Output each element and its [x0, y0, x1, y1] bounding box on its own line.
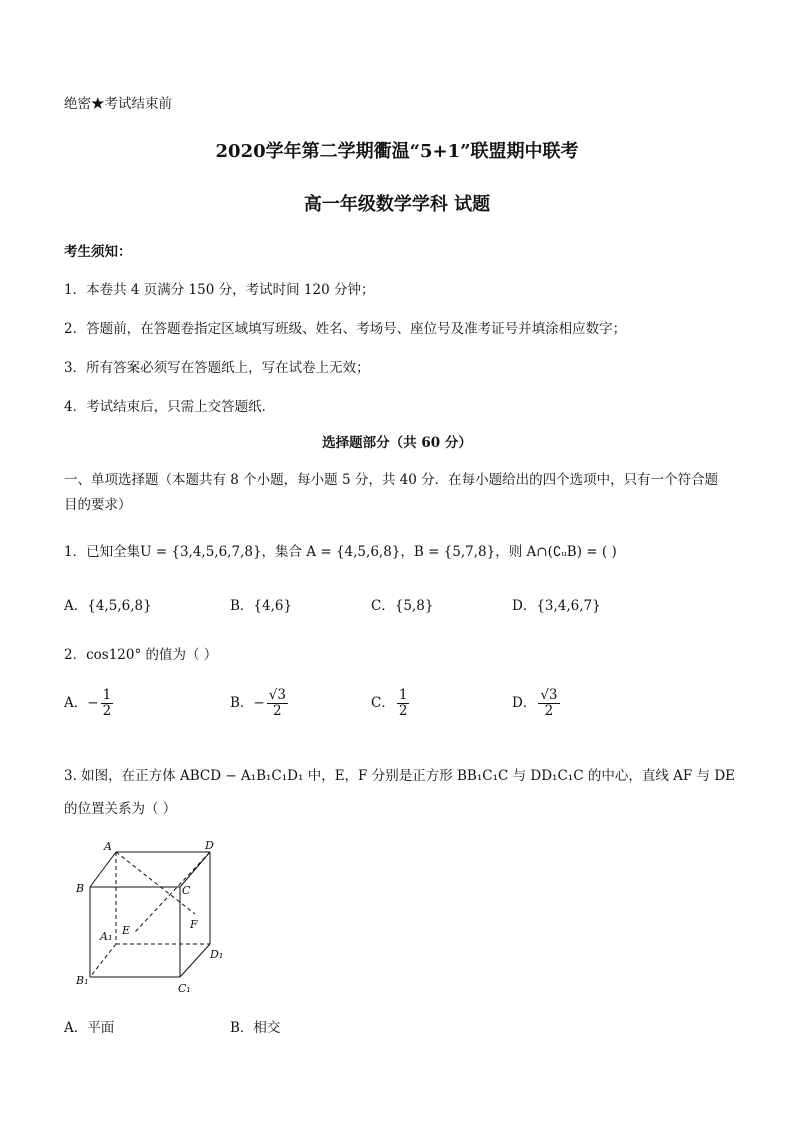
q2-option-a-sign: −: [87, 694, 99, 711]
exam-title: 2020学年第二学期衢温“5+1”联盟期中联考: [215, 141, 579, 162]
section-intro-line2: 目的要求）: [64, 497, 132, 513]
label-A1: A₁: [100, 930, 113, 943]
edge-DC: [180, 852, 210, 887]
q3-stem-line1: 3. 如图，在正方体 ABCD − A₁B₁C₁D₁ 中，E，F 分别是正方形 BB₁C₁C 与 DD₁C₁C 的中心，直线 AF 与 DE: [64, 768, 735, 784]
line-DE: [135, 852, 210, 932]
label-B1: B₁: [76, 974, 89, 987]
q1-option-d: D．{3,4,6,7}: [512, 598, 601, 614]
q3-stem-line2: 的位置关系为（ ）: [64, 801, 177, 817]
q2-option-c-label: C．: [371, 694, 395, 711]
q1-stem: 1．已知全集U = {3,4,5,6,7,8}，集合 A = {4,5,6,8}，B = {5,7,8}，则 A∩(∁ᵤB) = ( ): [64, 544, 617, 560]
q2-stem: 2．cos120° 的值为（ ）: [64, 647, 218, 663]
label-B: B: [76, 882, 85, 895]
exam-subtitle: 高一年级数学学科 试题: [303, 194, 491, 215]
edge-A1B1-hidden: [90, 944, 116, 977]
q2-option-d-denominator: 2: [544, 702, 554, 719]
q2-option-d-numerator: √3: [540, 687, 558, 703]
q2-option-a-fraction: [101, 688, 114, 719]
label-F: F: [190, 918, 198, 931]
edge-C1D1: [180, 944, 210, 977]
q2-option-a-label: A．: [64, 694, 88, 711]
q2-option-d-label: D．: [512, 694, 537, 711]
notice-item-4: 4．考试结束后，只需上交答题纸．: [64, 399, 276, 415]
edge-AB: [90, 852, 116, 887]
q2-option-b: [230, 688, 288, 719]
q2-option-b-sign: −: [253, 694, 265, 711]
notice-heading: 考生须知：: [64, 244, 132, 260]
q2-option-c-denominator: 2: [398, 702, 408, 719]
q1-option-b: B．{4,6}: [230, 598, 293, 614]
q2-option-d-fraction: [538, 688, 559, 719]
q2-option-c: [371, 688, 409, 719]
q2-option-a-numerator: 1: [102, 687, 112, 703]
label-E: E: [122, 924, 131, 937]
q2-option-d: [512, 688, 560, 719]
q2-option-c-fraction: [397, 688, 410, 719]
notice-item-1: 1．本卷共 4 页满分 150 分，考试时间 120 分钟；: [64, 282, 375, 298]
notice-item-3: 3．所有答案必须写在答题纸上，写在试卷上无效；: [64, 360, 370, 376]
label-D1: D₁: [210, 948, 224, 961]
q3-option-a: A．平面: [64, 1020, 115, 1036]
q2-option-b-label: B．: [230, 694, 254, 711]
notice-item-2: 2．答题前，在答题卷指定区域填写班级、姓名、考场号、座位号及准考证号并填涂相应数字；: [64, 321, 627, 337]
section-intro-line1: 一、单项选择题（本题共有 8 个小题，每小题 5 分，共 40 分．在每小题给出的四个选项中，只有一个符合题: [64, 472, 719, 488]
q2-option-a: [64, 688, 113, 719]
cube-figure: [60, 832, 240, 1002]
q2-option-a-denominator: 2: [102, 702, 112, 719]
q3-option-b: B．相交: [230, 1020, 281, 1036]
section-heading: 选择题部分（共 60 分）: [322, 435, 472, 451]
q1-option-c: C．{5,8}: [371, 598, 434, 614]
label-C1: C₁: [178, 982, 191, 995]
q2-option-b-numerator: √3: [268, 687, 286, 703]
label-A: A: [104, 840, 112, 853]
secret-label: 绝密★考试结束前: [64, 96, 172, 112]
q1-option-a: A．{4,5,6,8}: [64, 598, 152, 614]
q2-option-c-numerator: 1: [398, 687, 408, 703]
q2-option-b-fraction: [267, 688, 288, 719]
q2-option-b-denominator: 2: [273, 702, 282, 719]
label-D: D: [205, 839, 214, 852]
label-C: C: [182, 884, 191, 897]
